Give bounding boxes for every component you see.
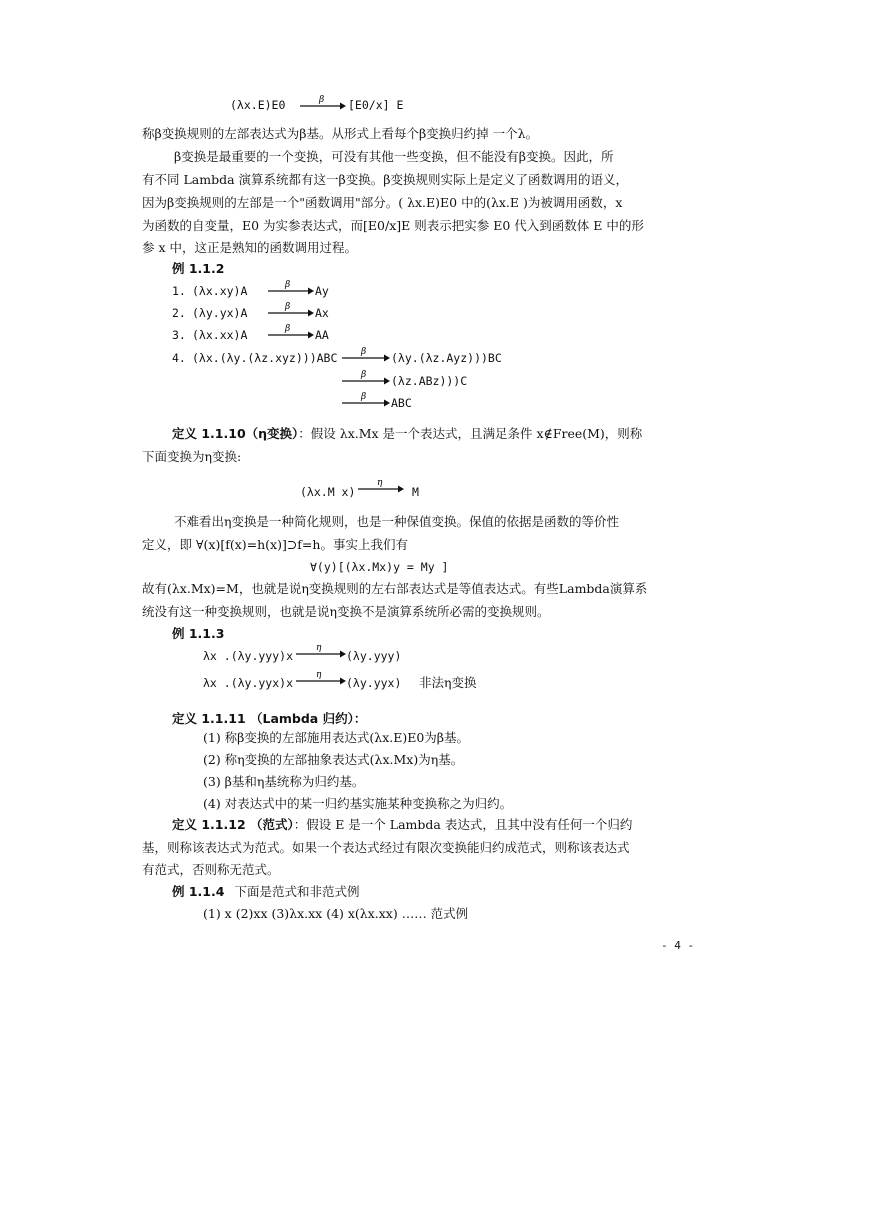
example-113-expr-2: λx .(λy.yyx)x [203, 676, 294, 690]
svg-text:η: η [316, 670, 322, 680]
def-1111-title: 定义 1.1.11 （Lambda 归约）： [172, 711, 367, 726]
def-1110-title: 定义 1.1.10（η变换） [172, 426, 299, 441]
def-1112-line-3: 有范式，否则称无范式。 [142, 862, 280, 877]
svg-text:η: η [316, 643, 322, 653]
beta-para-line-4: 因为β变换规则的左部是一个"函数调用"部分。( λx.E)E0 中的(λx.E )为被调用函数，x [142, 195, 623, 210]
example-112-expr-2: (λy.yx)A [192, 306, 248, 320]
beta-arrow [268, 280, 314, 294]
eta-para-formula: ∀(y)[(λx.Mx)y = My ] [310, 560, 449, 574]
example-112-result-3: AA [315, 328, 329, 342]
example-112-continuation-2: ABC [391, 396, 412, 410]
example-113-result-1: (λy.yyy) [346, 649, 402, 663]
example-113-note: 非法η变换 [419, 675, 477, 690]
svg-text:β: β [285, 280, 291, 290]
example-112-expr-1: (λx.xy)A [192, 284, 248, 298]
beta-rule-lhs: (λx.E)E0 [230, 98, 286, 112]
eta-rule-lhs: (λx.M x) [300, 485, 356, 499]
beta-para-line-1: 称β变换规则的左部表达式为β基。从形式上看每个β变换归约掉 一个λ。 [142, 126, 539, 141]
example-113-heading: 例 1.1.3 [172, 626, 225, 641]
def-1112-line-2: 基，则称该表达式为范式。如果一个表达式经过有限次变换能归约成范式，则称该表达式 [142, 840, 630, 855]
example-112-num-3: 3. [172, 328, 186, 342]
beta-para-line-3: 有不同 Lambda 演算系统都有这一β变换。β变换规则实际上是定义了函数调用的语义， [142, 172, 628, 187]
beta-arrow [342, 370, 390, 384]
def-1112-text-1: ：假设 E 是一个 Lambda 表达式，且其中没有任何一个归约 [293, 817, 633, 832]
page-number: - 4 - [661, 939, 695, 952]
beta-para-line-5: 为函数的自变量，E0 为实参表达式，而[E0/x]E 则表示把实参 E0 代入到函数体 E 中的形 [142, 218, 644, 233]
def-1111-item-3: (3) β基和η基统称为归约基。 [203, 774, 365, 789]
beta-para-line-2: β变换是最重要的一个变换，可没有其他一些变换，但不能没有β变换。因此，所 [174, 149, 614, 164]
def-1112-title: 定义 1.1.12 （范式） [172, 817, 294, 832]
def-1111-item-4: (4) 对表达式中的某一归约基实施某种变换称之为归约。 [203, 796, 513, 811]
example-112-num-1: 1. [172, 284, 186, 298]
example-114-intro: 下面是范式和非范式例 [234, 884, 360, 899]
eta-rule-rhs: M [412, 485, 419, 499]
example-113-expr-1: λx .(λy.yyy)x [203, 649, 294, 663]
eta-arrow [358, 478, 404, 492]
def-1111-item-1: (1) 称β变换的左部施用表达式(λx.E)E0为β基。 [203, 730, 470, 745]
beta-rule-rhs: [E0/x] E [348, 98, 404, 112]
eta-arrow [296, 670, 346, 684]
beta-rule-arrow-label: β [319, 95, 325, 105]
svg-text:β: β [361, 392, 367, 402]
example-112-num-2: 2. [172, 306, 186, 320]
beta-arrow [342, 392, 390, 406]
eta-para-line-2: 定义，即 ∀(x)[f(x)=h(x)]⊃f=h。事实上我们有 [142, 537, 408, 552]
example-112-result-1: Ay [315, 284, 329, 298]
beta-arrow [268, 324, 314, 338]
svg-text:β: β [285, 302, 291, 312]
eta-para-line-4: 统没有这一种变换规则，也就是说η变换不是演算系统所必需的变换规则。 [142, 604, 550, 619]
example-114-heading: 例 1.1.4 [172, 884, 225, 899]
eta-arrow [296, 643, 346, 657]
beta-arrow [268, 302, 314, 316]
def-1110-line-2: 下面变换为η变换: [142, 449, 242, 464]
def-1112-line-1 [172, 817, 632, 833]
example-112-result-4: (λy.(λz.Ayz)))BC [391, 351, 502, 365]
example-112-num-4: 4. [172, 351, 186, 365]
svg-text:β: β [361, 347, 367, 357]
example-112-expr-3: (λx.xx)A [192, 328, 248, 342]
beta-para-line-6: 参 x 中，这正是熟知的函数调用过程。 [142, 240, 357, 255]
example-113-result-2: (λy.yyx) [346, 676, 402, 690]
example-112-result-2: Ax [315, 306, 329, 320]
svg-text:β: β [361, 370, 367, 380]
beta-rule-arrow [300, 95, 346, 109]
example-114-forms: (1) x (2)xx (3)λx.xx (4) x(λx.xx) …… 范式例 [203, 906, 469, 921]
example-112-heading: 例 1.1.2 [172, 261, 225, 276]
svg-text:β: β [285, 324, 291, 334]
def-1111-item-2: (2) 称η变换的左部抽象表达式(λx.Mx)为η基。 [203, 752, 464, 767]
eta-para-line-3: 故有(λx.Mx)=M，也就是说η变换规则的左右部表达式是等值表达式。有些Lambda演算系 [142, 581, 648, 596]
eta-para-line-1: 不难看出η变换是一种简化规则，也是一种保值变换。保值的依据是函数的等价性 [174, 514, 619, 529]
example-112-continuation-1: (λz.ABz)))C [391, 374, 468, 388]
example-112-expr-4: (λx.(λy.(λz.xyz)))ABC [192, 351, 338, 365]
def-1110-text-1: ：假设 λx.Mx 是一个表达式，且满足条件 x∉Free(M)，则称 [298, 426, 643, 441]
def-1110-line-1 [172, 426, 642, 442]
beta-arrow [342, 347, 390, 361]
svg-text:η: η [377, 478, 383, 488]
example-114-line [172, 884, 359, 900]
